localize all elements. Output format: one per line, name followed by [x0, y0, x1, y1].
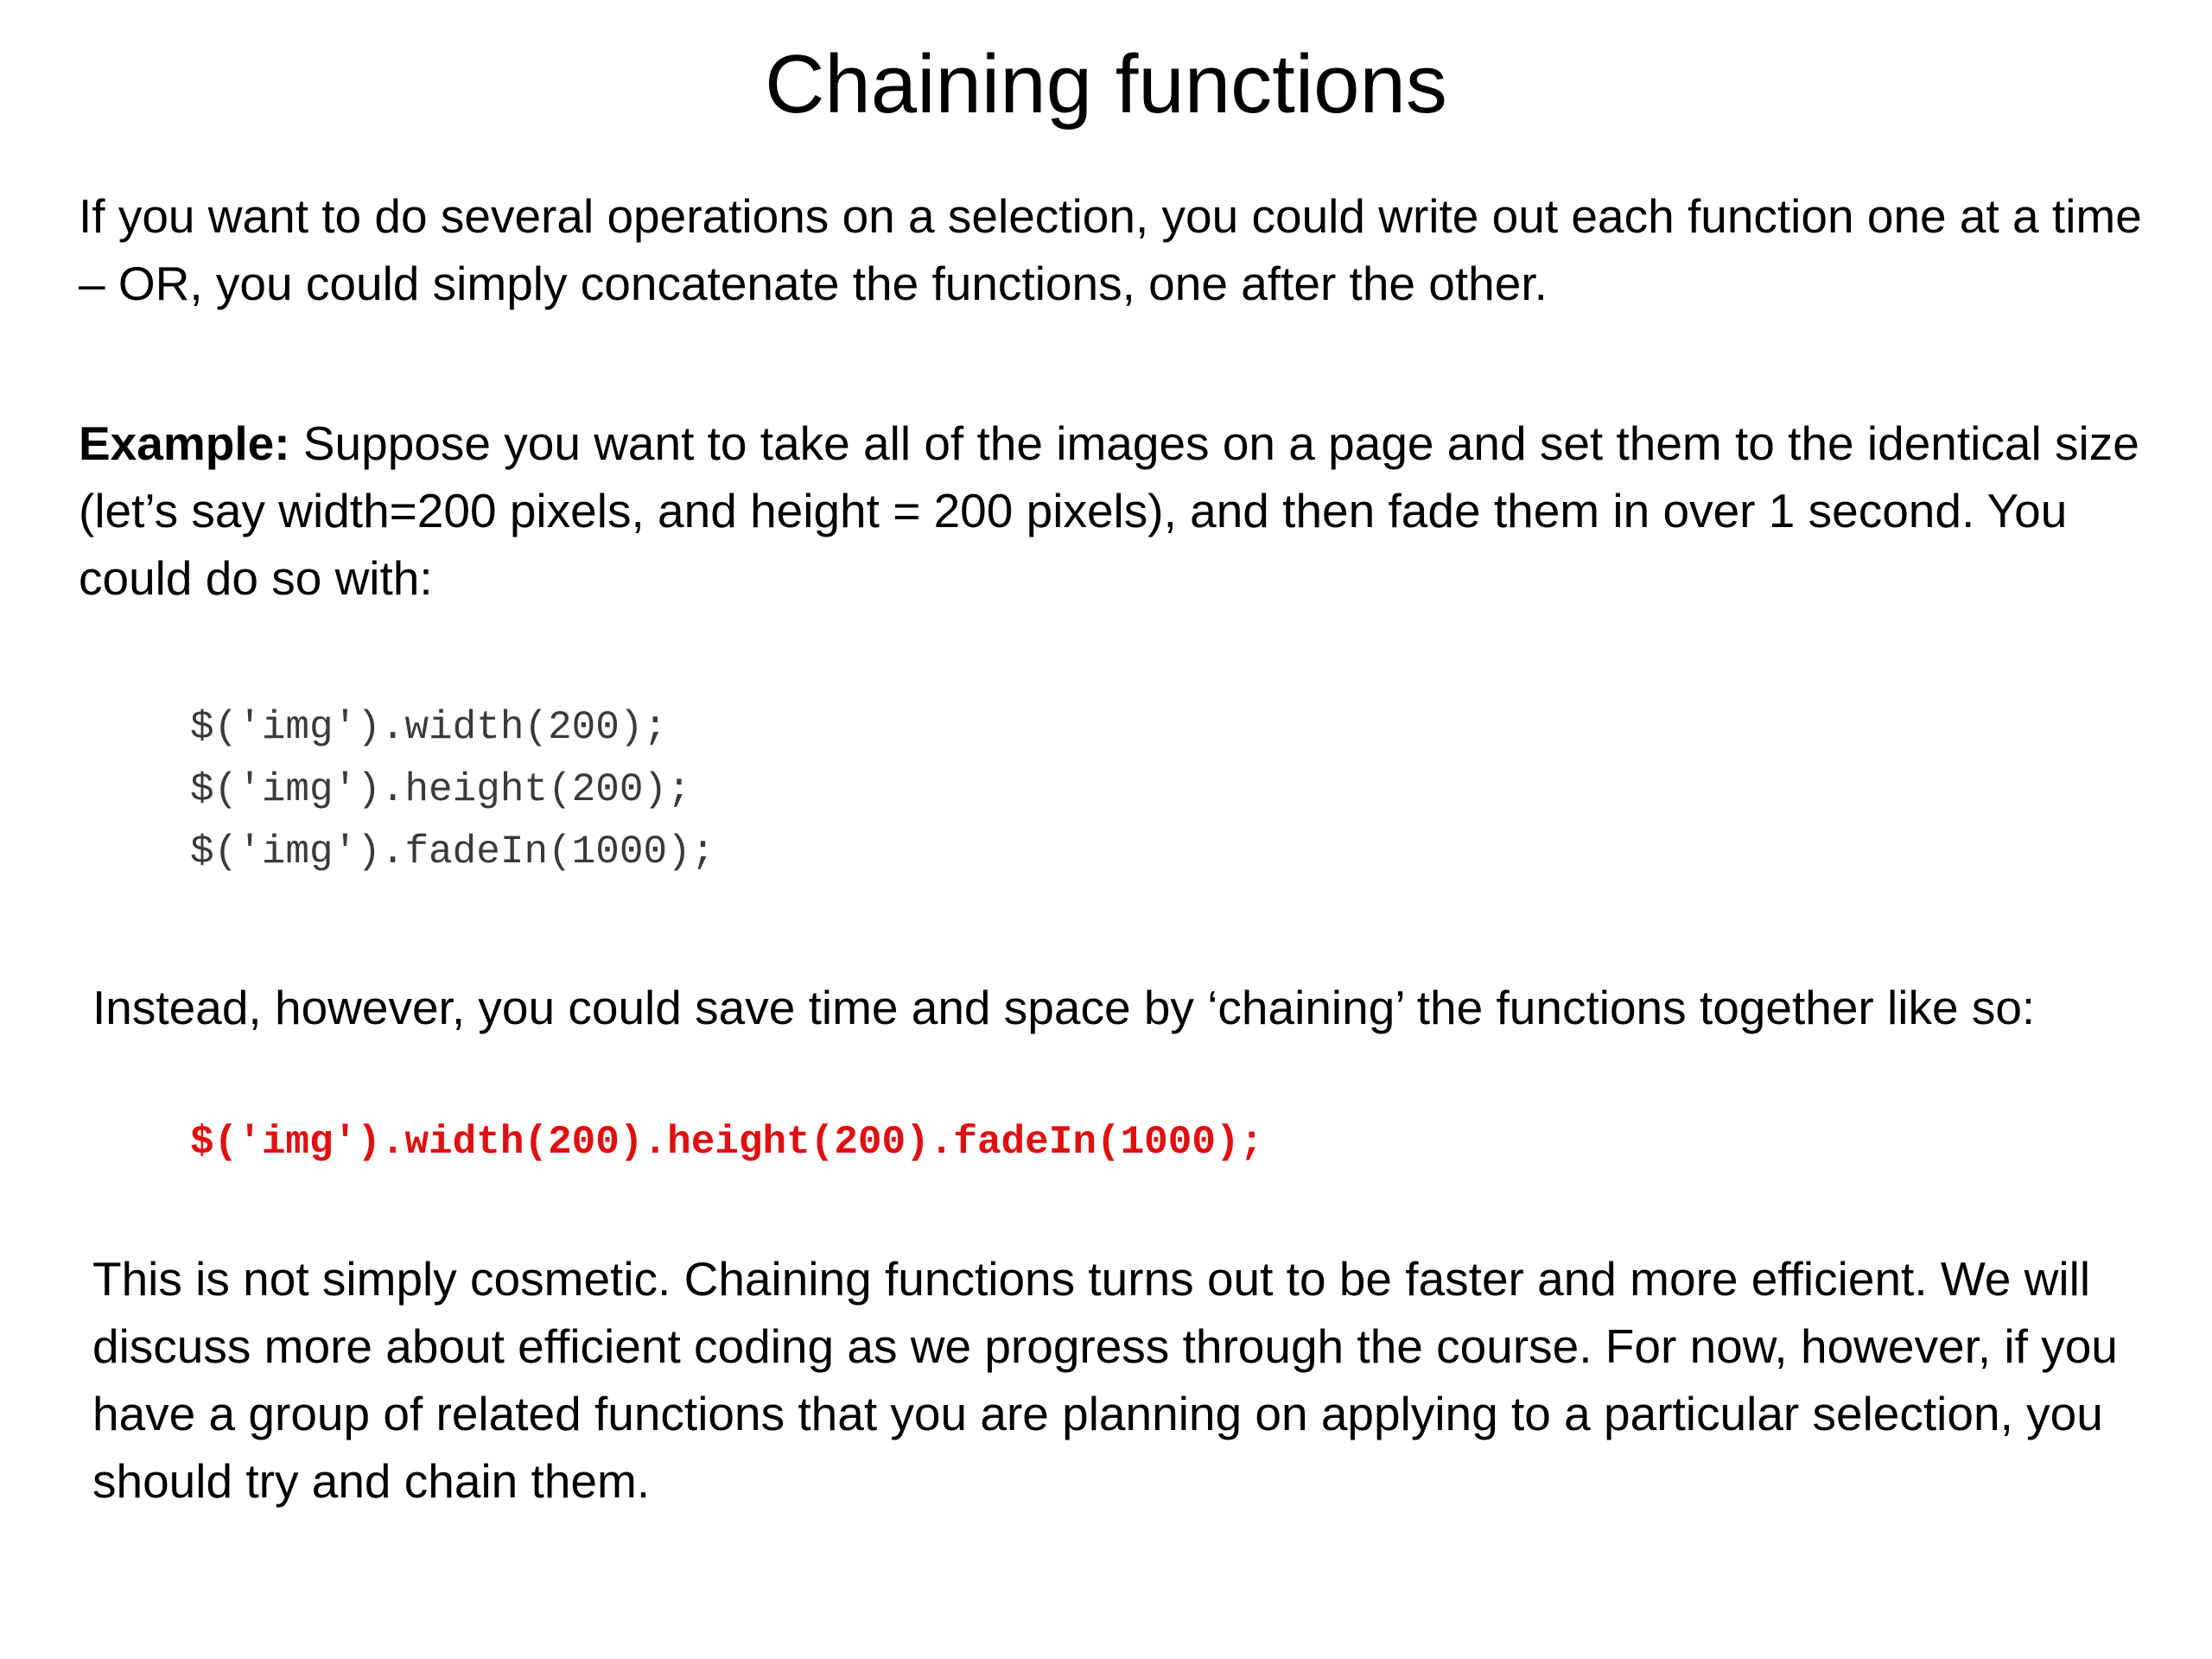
chained-code: $('img').width(200).height(200).fadeIn(1000);: [190, 1120, 1264, 1165]
instead-paragraph: Instead, however, you could save time and space by ‘chaining’ the functions together like so:: [92, 981, 2036, 1034]
conclusion-paragraph: This is not simply cosmetic. Chaining functions turns out to be faster and more efficient. We will discuss more about efficient coding as we progress through the course. For now, however, if you have a group of related functions that you are planning on applying to a particular selection, you should try and chain them.: [92, 1252, 2118, 1508]
example-label: Example:: [79, 416, 290, 470]
code-line-width: $('img').width(200);: [190, 705, 668, 750]
intro-paragraph: If you want to do several operations on a selection, you could write out each function one at a time – OR, you could simply concatenate the functions, one after the other.: [79, 189, 2142, 310]
code-line-fadein: $('img').fadeIn(1000);: [190, 830, 715, 874]
slide-title: Chaining functions: [765, 38, 1447, 130]
example-paragraph: [79, 410, 2152, 612]
code-block: [190, 696, 715, 883]
example-text: Suppose you want to take all of the images on a page and set them to the identical size (let’s say width=200 pixels, and height = 200 pixels), and then fade them in over 1 second. You could do so with:: [79, 416, 2139, 605]
code-line-height: $('img').height(200);: [190, 767, 691, 812]
